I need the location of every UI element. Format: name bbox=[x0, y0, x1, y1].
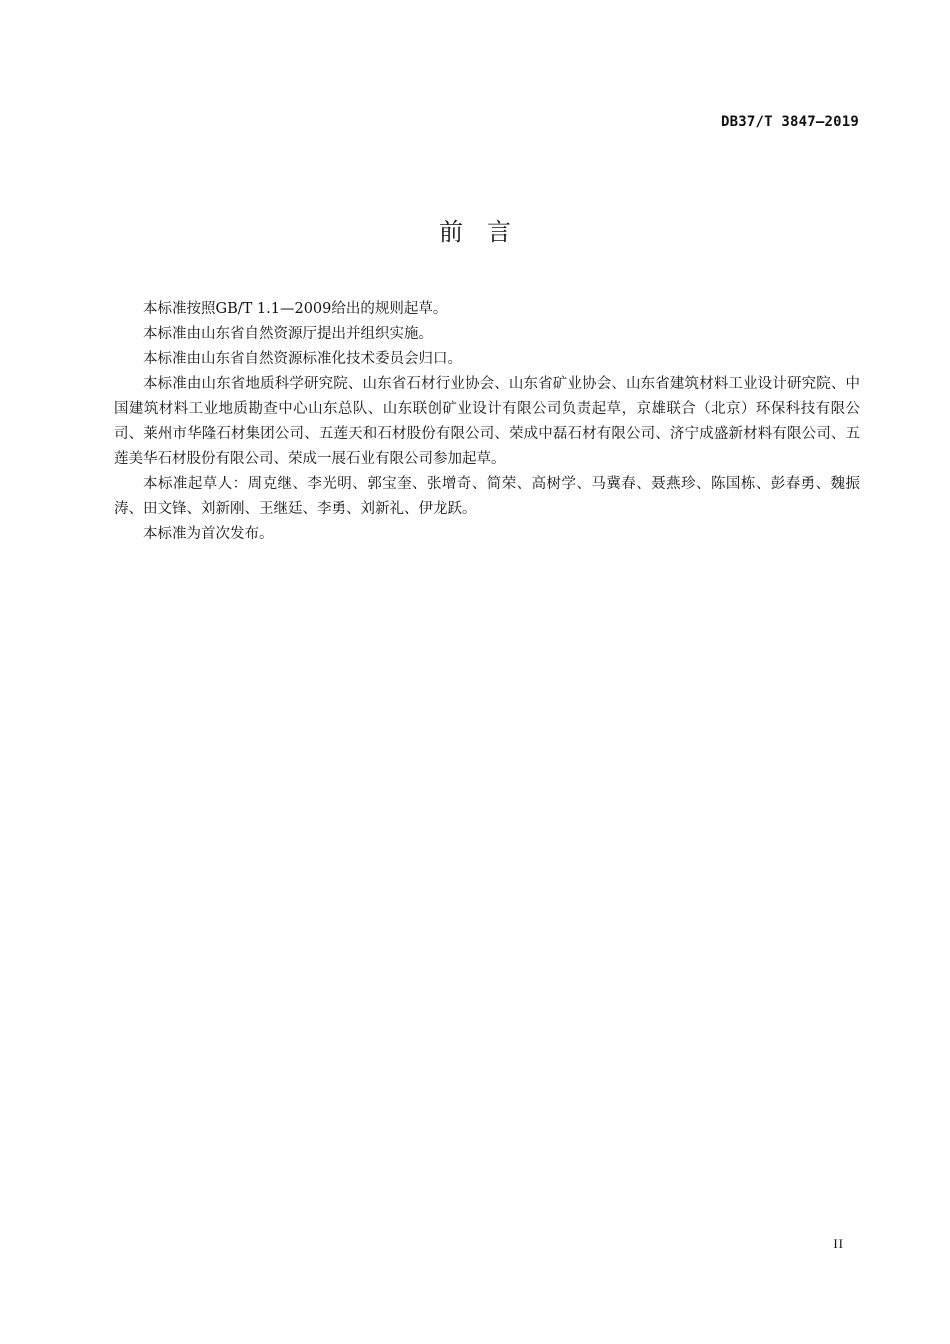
paragraph-proposer: 本标准由山东省自然资源厅提出并组织实施。 bbox=[143, 326, 433, 342]
foreword-body bbox=[114, 297, 860, 547]
document-code: DB37/T 3847—2019 bbox=[720, 114, 859, 130]
page-title: 前言 bbox=[439, 218, 535, 246]
paragraph-drafters: 本标准起草人：周克继、李光明、郭宝奎、张增奇、简荣、高树学、马冀春、聂燕珍、陈国栋、彭春勇、魏振涛、田文锋、刘新刚、王继廷、李勇、刘新礼、伊龙跃。 bbox=[114, 476, 860, 517]
paragraph-drafting-rules: 本标准按照GB/T 1.1—2009给出的规则起草。 bbox=[143, 301, 448, 317]
paragraph-committee: 本标准由山东省自然资源标准化技术委员会归口。 bbox=[143, 351, 462, 367]
paragraph-drafting-units: 本标准由山东省地质科学研究院、山东省石材行业协会、山东省矿业协会、山东省建筑材料工业设计研究院、中国建筑材料工业地质勘查中心山东总队、山东联创矿业设计有限公司负责起草，京雄联合（北京）环保科技有限公司、莱州市华隆石材集团公司、五莲天和石材股份有限公司、荣成中磊石材有限公司、济宁成盛新材料有限公司、五莲美华石材股份有限公司、荣成一展石业有限公司参加起草。 bbox=[114, 376, 860, 467]
page-number: II bbox=[833, 1236, 844, 1251]
paragraph-first-release: 本标准为首次发布。 bbox=[143, 526, 274, 542]
